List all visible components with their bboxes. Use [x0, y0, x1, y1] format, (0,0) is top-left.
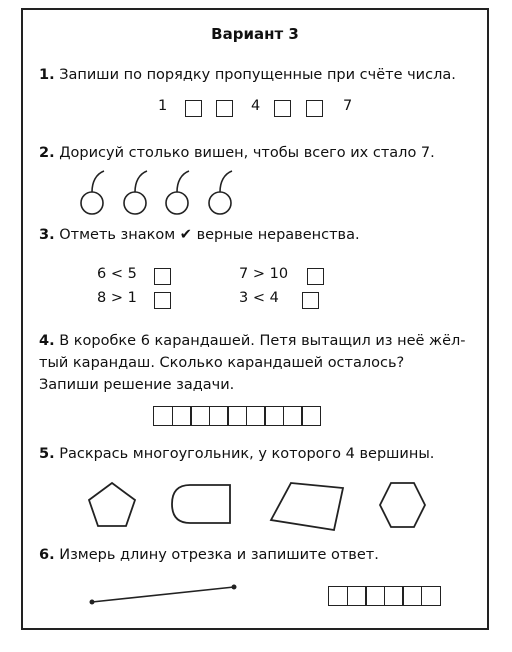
number-4: 4 — [251, 98, 261, 114]
task-2-heading — [39, 142, 435, 164]
check-box[interactable] — [307, 268, 324, 285]
checkmark-icon: ✔ — [179, 227, 192, 243]
task-5-number: 5. — [39, 446, 55, 462]
task-2-text: Дорисуй столько вишен, чтобы всего их стало 7. — [59, 145, 435, 161]
cherries-drawing — [78, 170, 258, 230]
task-4-number: 4. — [39, 333, 55, 349]
segment-endpoint — [90, 600, 95, 605]
cherry-icon — [209, 171, 232, 214]
rounded-shape-icon — [172, 485, 230, 523]
answer-cells[interactable] — [328, 586, 441, 606]
answer-box[interactable] — [185, 100, 202, 117]
task-4-line-3: Запиши решение задачи. — [39, 377, 235, 393]
check-box[interactable] — [154, 292, 171, 309]
segment-line — [92, 587, 234, 602]
pentagon-icon — [89, 483, 135, 526]
task-6-text: Измерь длину отрезка и запишите ответ. — [59, 547, 379, 563]
page-title: Вариант 3 — [211, 25, 299, 43]
polygons — [85, 480, 445, 540]
task-1-heading — [39, 64, 456, 86]
inequality: 7 > 10 — [239, 266, 289, 282]
task-3-text-before: Отметь знаком — [59, 227, 176, 243]
task-4-line-2: тый карандаш. Сколько карандашей осталось? — [39, 355, 405, 371]
inequality: 6 < 5 — [97, 266, 137, 282]
answer-box[interactable] — [274, 100, 291, 117]
hexagon-icon — [380, 483, 425, 527]
task-1-number: 1. — [39, 67, 55, 83]
task-5-text: Раскрась многоугольник, у которого 4 вершины. — [59, 446, 435, 462]
task-6-heading — [39, 544, 379, 566]
number-7: 7 — [343, 98, 353, 114]
cherry-icon — [81, 171, 104, 214]
task-6-number: 6. — [39, 547, 55, 563]
segment-drawing — [88, 580, 248, 610]
task-1-text: Запиши по порядку пропущенные при счёте числа. — [59, 67, 456, 83]
task-3-number: 3. — [39, 227, 55, 243]
quadrilateral-icon — [271, 483, 343, 530]
check-box[interactable] — [154, 268, 171, 285]
answer-box[interactable] — [306, 100, 323, 117]
cherry-icon — [166, 171, 189, 214]
worksheet — [21, 8, 489, 630]
answer-box[interactable] — [216, 100, 233, 117]
solution-cells[interactable] — [153, 406, 321, 426]
cherry-icon — [124, 171, 147, 214]
check-box[interactable] — [302, 292, 319, 309]
segment-endpoint — [232, 585, 237, 590]
task-5-heading — [39, 443, 434, 465]
inequality: 3 < 4 — [239, 290, 279, 306]
number-1: 1 — [158, 98, 168, 114]
task-3-heading — [39, 224, 360, 246]
task-2-number: 2. — [39, 145, 55, 161]
task-4-line-1: В коробке 6 карандашей. Петя вытащил из неё жёл- — [59, 333, 466, 349]
task-4-heading — [39, 330, 466, 352]
inequality: 8 > 1 — [97, 290, 137, 306]
task-3-text-after: верные неравенства. — [196, 227, 360, 243]
